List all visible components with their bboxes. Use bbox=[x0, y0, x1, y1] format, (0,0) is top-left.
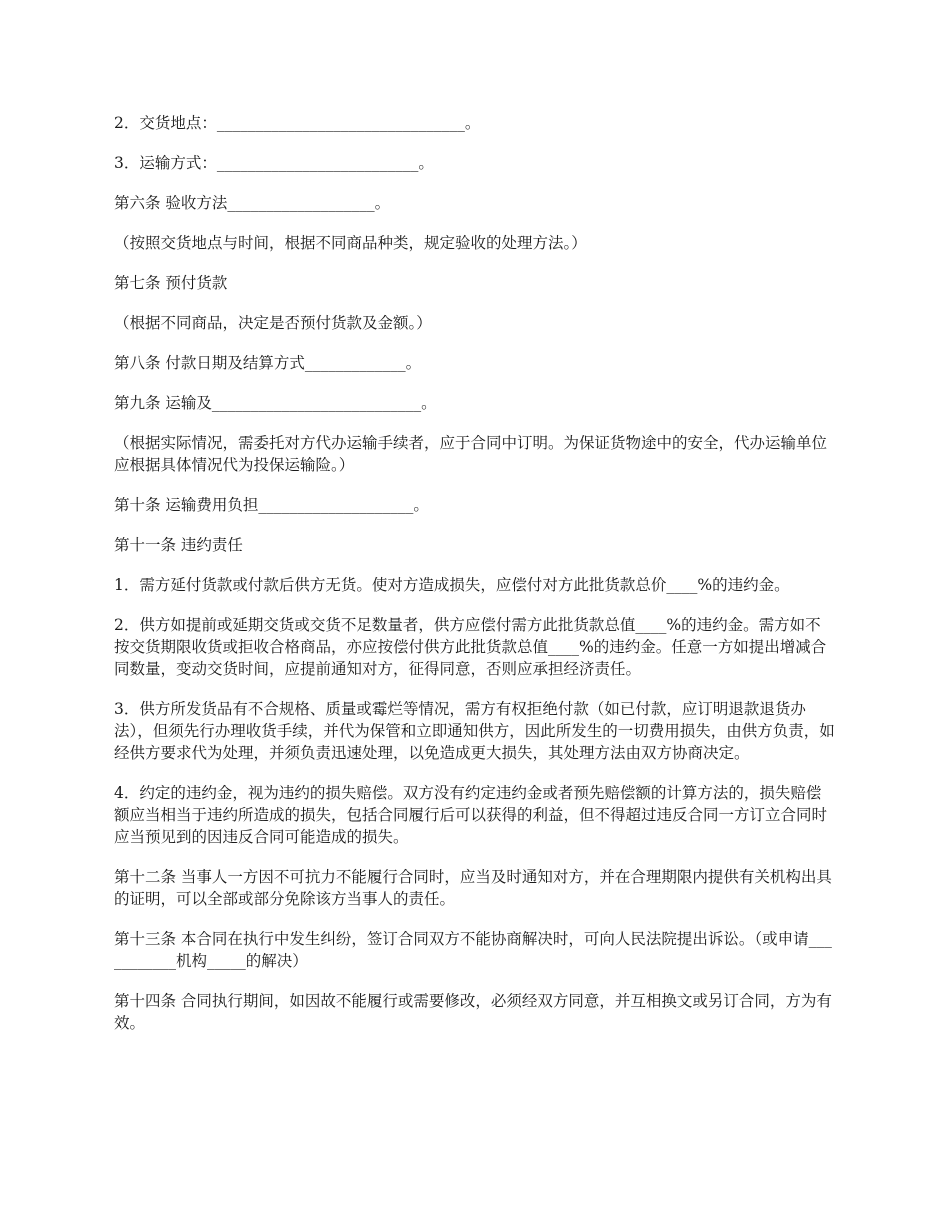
article-11-heading: 第十一条 违约责任 bbox=[114, 536, 243, 554]
article-9-heading: 第九条 运输及___________________________。 bbox=[114, 394, 437, 412]
article-11-clause-4: 4．约定的违约金，视为违约的损失赔偿。双方没有约定违约金或者预先赔偿额的计算方法的，损失赔偿额应当相当于违约所造成的损失，包括合同履行后可以获得的利益，但不得超过违反合同一方订立合同时应当预见到的因违反合同可能造成的损失。 bbox=[114, 784, 828, 846]
article-11-clause-1: 1．需方延付货款或付款后供方无货。使对方造成损失，应偿付对方此批货款总价____%的违约金。 bbox=[114, 576, 790, 594]
article-8-heading: 第八条 付款日期及结算方式_____________。 bbox=[114, 354, 422, 372]
article-11-clause-2: 2．供方如提前或延期交货或交货不足数量者，供方应偿付需方此批货款总值____%的违约金。需方如不按交货期限收货或拒收合格商品，亦应按偿付供方此批货款总值____%的违约金。任意一方如提出增减合同数量，变动交货时间，应提前通知对方，征得同意，否则应承担经济责任。 bbox=[114, 616, 827, 678]
article-6-note: （按照交货地点与时间，根据不同商品种类，规定验收的处理方法。） bbox=[114, 234, 587, 252]
article-13: 第十三条 本合同在执行中发生纠纷，签订合同双方不能协商解决时，可向人民法院提出诉讼。（或申请___________机构_____的解决） bbox=[114, 930, 832, 970]
article-10-heading: 第十条 运输费用负担____________________。 bbox=[114, 496, 429, 514]
transport-method-line: 3．运输方式：__________________________。 bbox=[114, 154, 434, 172]
article-9-note: （根据实际情况，需委托对方代办运输手续者，应于合同中订明。为保证货物途中的安全，代办运输单位应根据具体情况代为投保运输险。） bbox=[114, 434, 828, 474]
delivery-location-line: 2．交货地点：________________________________。 bbox=[114, 114, 481, 132]
article-6-heading: 第六条 验收方法___________________。 bbox=[114, 194, 391, 212]
article-12: 第十二条 当事人一方因不可抗力不能履行合同时，应当及时通知对方，并在合理期限内提供有关机构出具的证明，可以全部或部分免除该方当事人的责任。 bbox=[114, 868, 832, 908]
article-14: 第十四条 合同执行期间，如因故不能履行或需要修改，必须经双方同意，并互相换文或另订合同，方为有效。 bbox=[114, 992, 832, 1032]
article-7-heading: 第七条 预付货款 bbox=[114, 274, 228, 292]
article-7-note: （根据不同商品，决定是否预付货款及金额。） bbox=[114, 314, 432, 332]
contract-page bbox=[114, 112, 836, 1052]
article-11-clause-3: 3．供方所发货品有不合规格、质量或霉烂等情况，需方有权拒绝付款（如已付款，应订明退款退货办法），但须先行办理收货手续，并代为保管和立即通知供方，因此所发生的一切费用损失，由供方负责，如经供方要求代为处理，并须负责迅速处理，以免造成更大损失，其处理方法由双方协商决定。 bbox=[114, 700, 835, 762]
